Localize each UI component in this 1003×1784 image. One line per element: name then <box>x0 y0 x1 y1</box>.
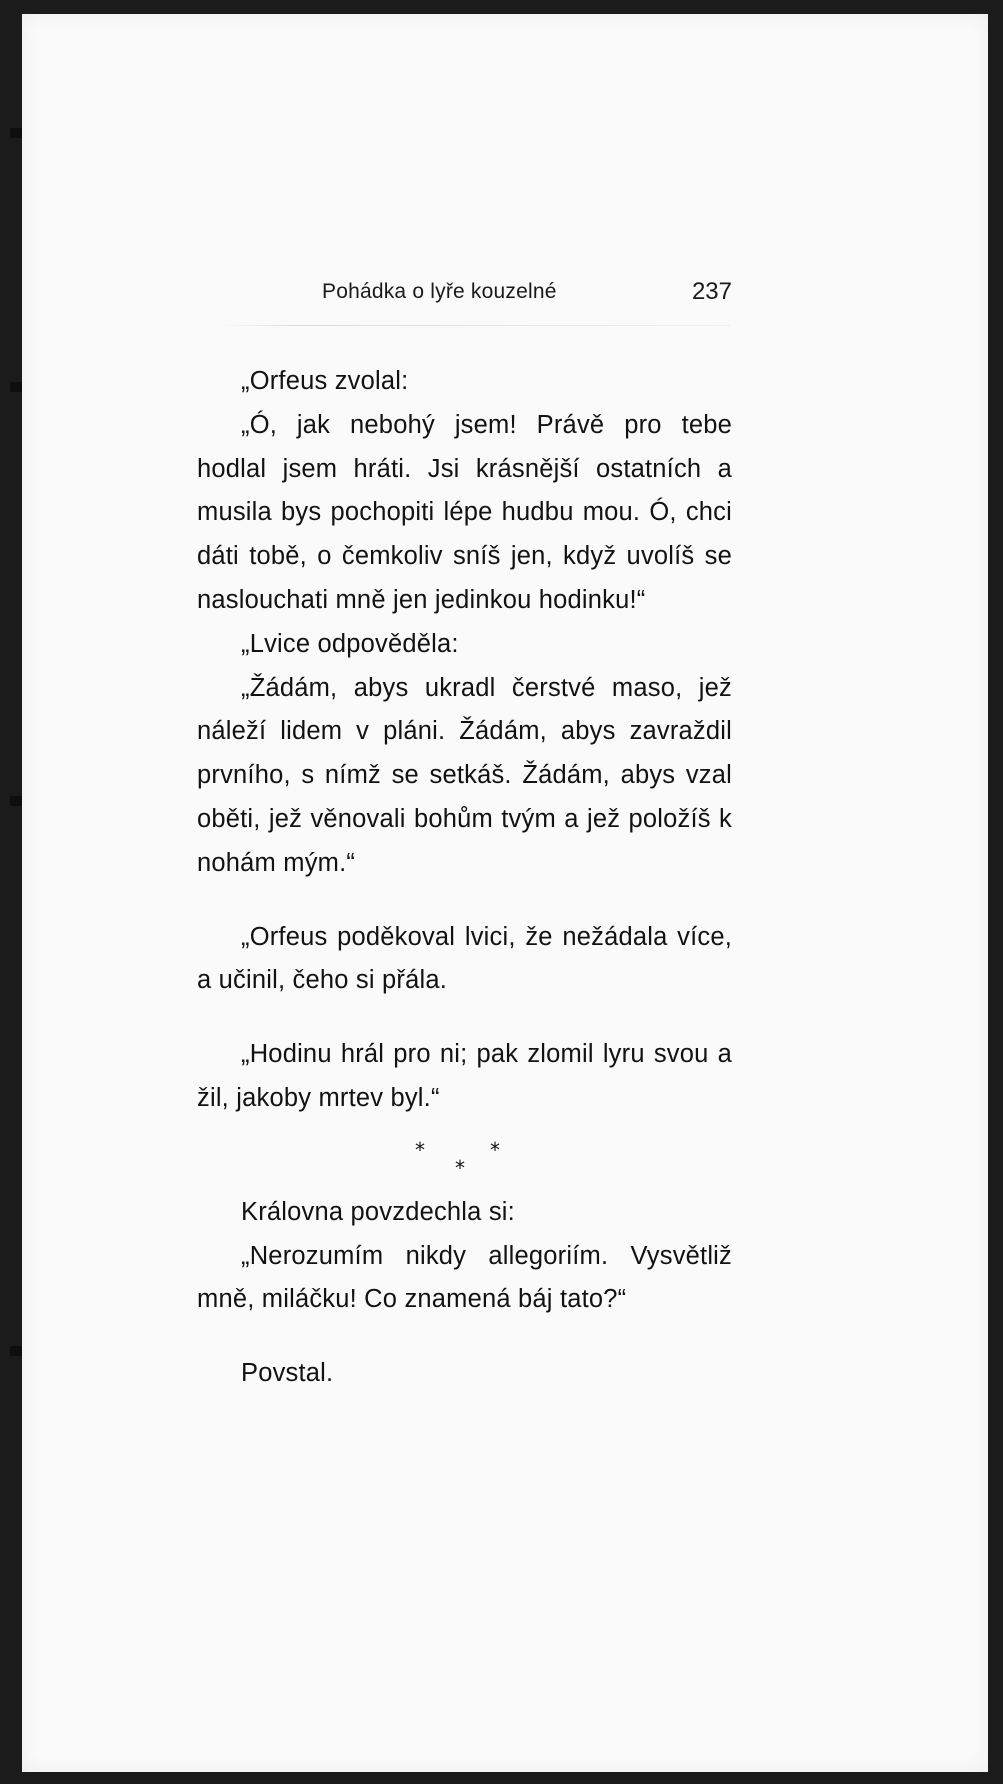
paragraph: „Hodinu hrál pro ni; pak zlomil lyru svou a žil, jakoby mrtev byl.“ <box>197 1040 732 1112</box>
binding-tab <box>4 372 24 402</box>
running-head <box>197 280 732 314</box>
page-number: 237 <box>691 278 732 305</box>
paragraph: Královna povzdechla si: <box>241 1197 515 1226</box>
section-asterism <box>197 1127 732 1180</box>
paragraph: „Orfeus poděkoval lvici, že nežádala více, a učinil, čeho si přála. <box>197 922 732 995</box>
paragraph: „Ó, jak nebohý jsem! Právě pro tebe hodlal jsem hráti. Jsi krásnější ostatních a musila bys pochopiti lépe hudbu mou. Ó, chci dáti tobě, o čemkoliv sníš jen, když uvolíš se naslouchati mně jen jedinkou hodinku!“ <box>197 410 732 614</box>
header-rule <box>220 325 730 326</box>
running-title: Pohádka o lyře kouzelné <box>322 280 557 303</box>
asterisk: * <box>490 1137 501 1162</box>
paragraph: „Lvice odpověděla: <box>241 629 459 658</box>
closing-line: Povstal. <box>241 1359 334 1388</box>
paragraph: „Nerozumím nikdy allegoriím. Vysvětliž mně, miláčku! Co znamená báj tato?“ <box>197 1241 732 1314</box>
binding-tab <box>4 118 24 148</box>
paragraph-spacer <box>197 886 732 916</box>
paragraph-spacer <box>197 1322 732 1352</box>
binding-tab <box>4 1336 24 1366</box>
asterisk: * <box>415 1137 426 1162</box>
body-text <box>197 360 732 1396</box>
binding-tab <box>4 786 24 816</box>
paragraph-spacer <box>197 1003 732 1033</box>
asterisk: * <box>455 1155 466 1180</box>
paragraph: „Orfeus zvolal: <box>241 367 409 395</box>
paragraph: „Žádám, abys ukradl čerstvé maso, jež náleží lidem v pláni. Žádám, abys zavraždil prvního, s nímž se setkáš. Žádám, abys vzal oběti, jež věnovali bohům tvým a jež položíš k nohám mým.“ <box>197 673 732 877</box>
